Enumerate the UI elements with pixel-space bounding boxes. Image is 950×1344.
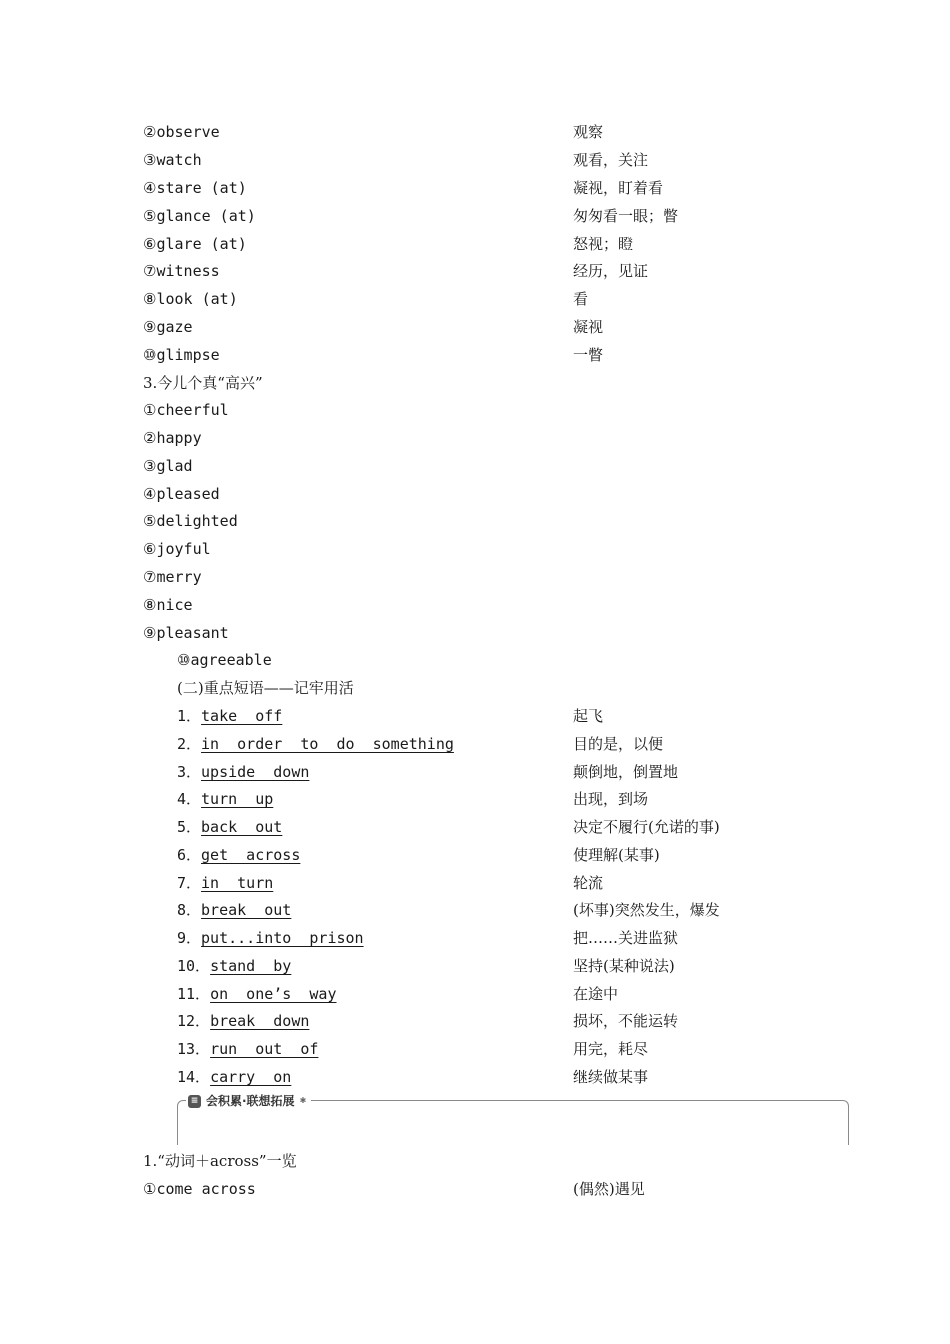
word-en: ⑩glimpse: [143, 346, 220, 364]
phrase-row: [177, 731, 454, 757]
phrase-number: 4．: [177, 790, 202, 808]
phrase-meaning: (坏事)突然发生，爆发: [573, 901, 720, 919]
phrase-row: [177, 1008, 309, 1034]
book-icon: ≡: [188, 1095, 201, 1108]
word-en: ④stare (at): [143, 179, 247, 197]
phrase-answer: run out of: [210, 1040, 319, 1058]
phrase-answer: turn up: [201, 790, 274, 808]
word-en: ⑦witness: [143, 262, 220, 280]
phrase-row: [177, 786, 273, 812]
phrase-meaning: 用完，耗尽: [573, 1040, 649, 1058]
phrase-row: [177, 897, 291, 923]
phrase-answer: carry on: [210, 1068, 292, 1086]
expansion-box-title: 会积累·联想拓展: [206, 1094, 295, 1108]
happy-word: ⑤delighted: [143, 512, 238, 530]
phrase-row: [177, 870, 273, 896]
happy-word: ⑩agreeable: [177, 651, 272, 669]
word-cn: 看: [573, 290, 589, 308]
phrase-answer: break down: [210, 1012, 310, 1030]
phrase-answer: in turn: [201, 874, 274, 892]
phrase-number: 7．: [177, 874, 202, 892]
phrase-row: [177, 703, 282, 729]
phrase-number: 9．: [177, 929, 202, 947]
across-word-cn: (偶然)遇见: [573, 1180, 645, 1198]
section-heading-across: 1.“动词＋across”一览: [143, 1152, 297, 1170]
phrase-number: 12．: [177, 1012, 211, 1030]
word-cn: 一瞥: [573, 346, 604, 364]
happy-word: ④pleased: [143, 485, 220, 503]
happy-word: ①cheerful: [143, 401, 229, 419]
phrase-meaning: 继续做某事: [573, 1068, 649, 1086]
expansion-box-header: [186, 1092, 311, 1110]
phrase-meaning: 在途中: [573, 985, 619, 1003]
phrase-answer: in order to do something: [201, 735, 454, 753]
phrase-row: [177, 1036, 318, 1062]
phrase-number: 1．: [177, 707, 202, 725]
phrase-number: 8．: [177, 901, 202, 919]
phrase-row: [177, 953, 291, 979]
phrase-answer: put...into prison: [201, 929, 364, 947]
phrase-row: [177, 925, 364, 951]
phrase-number: 14．: [177, 1068, 211, 1086]
phrase-meaning: 轮流: [573, 874, 604, 892]
section-heading-happy: 3.今儿个真“高兴”: [143, 374, 263, 392]
phrase-number: 11．: [177, 985, 211, 1003]
phrase-meaning: 决定不履行(允诺的事): [573, 818, 720, 836]
phrase-answer: back out: [201, 818, 283, 836]
phrase-meaning: 损坏，不能运转: [573, 1012, 679, 1030]
happy-word: ⑥joyful: [143, 540, 211, 558]
phrase-meaning: 目的是，以便: [573, 735, 664, 753]
phrase-row: [177, 814, 282, 840]
star-icon: ✱: [299, 1096, 307, 1105]
happy-word: ②happy: [143, 429, 202, 447]
phrase-number: 3．: [177, 763, 202, 781]
word-cn: 经历，见证: [573, 262, 649, 280]
phrase-answer: take off: [201, 707, 283, 725]
section-heading-phrases: (二)重点短语——记牢用活: [177, 679, 354, 697]
phrase-meaning: 把……关进监狱: [573, 929, 679, 947]
word-en: ⑤glance (at): [143, 207, 256, 225]
phrase-meaning: 使理解(某事): [573, 846, 660, 864]
word-en: ②observe: [143, 123, 220, 141]
across-word-en: ①come across: [143, 1180, 256, 1198]
happy-word: ③glad: [143, 457, 193, 475]
phrase-row: [177, 981, 337, 1007]
phrase-answer: upside down: [201, 763, 310, 781]
word-cn: 凝视: [573, 318, 604, 336]
phrase-answer: on one’s way: [210, 985, 337, 1003]
word-cn: 观看，关注: [573, 151, 649, 169]
phrase-number: 13．: [177, 1040, 211, 1058]
phrase-meaning: 起飞: [573, 707, 604, 725]
phrase-answer: get across: [201, 846, 301, 864]
word-cn: 凝视，盯着看: [573, 179, 664, 197]
word-cn: 观察: [573, 123, 604, 141]
phrase-row: [177, 759, 309, 785]
happy-word: ⑨pleasant: [143, 624, 229, 642]
word-en: ⑨gaze: [143, 318, 193, 336]
phrase-row: [177, 1064, 291, 1090]
happy-word: ⑧nice: [143, 596, 193, 614]
word-en: ⑥glare (at): [143, 235, 247, 253]
phrase-meaning: 坚持(某种说法): [573, 957, 675, 975]
phrase-meaning: 颠倒地，倒置地: [573, 763, 679, 781]
word-cn: 怒视；瞪: [573, 235, 634, 253]
word-en: ⑧look (at): [143, 290, 238, 308]
happy-word: ⑦merry: [143, 568, 202, 586]
phrase-answer: break out: [201, 901, 292, 919]
word-en: ③watch: [143, 151, 202, 169]
phrase-number: 10．: [177, 957, 211, 975]
phrase-meaning: 出现，到场: [573, 790, 649, 808]
word-cn: 匆匆看一眼；瞥: [573, 207, 679, 225]
phrase-row: [177, 842, 300, 868]
phrase-number: 6．: [177, 846, 202, 864]
phrase-number: 5．: [177, 818, 202, 836]
phrase-answer: stand by: [210, 957, 292, 975]
phrase-number: 2．: [177, 735, 202, 753]
